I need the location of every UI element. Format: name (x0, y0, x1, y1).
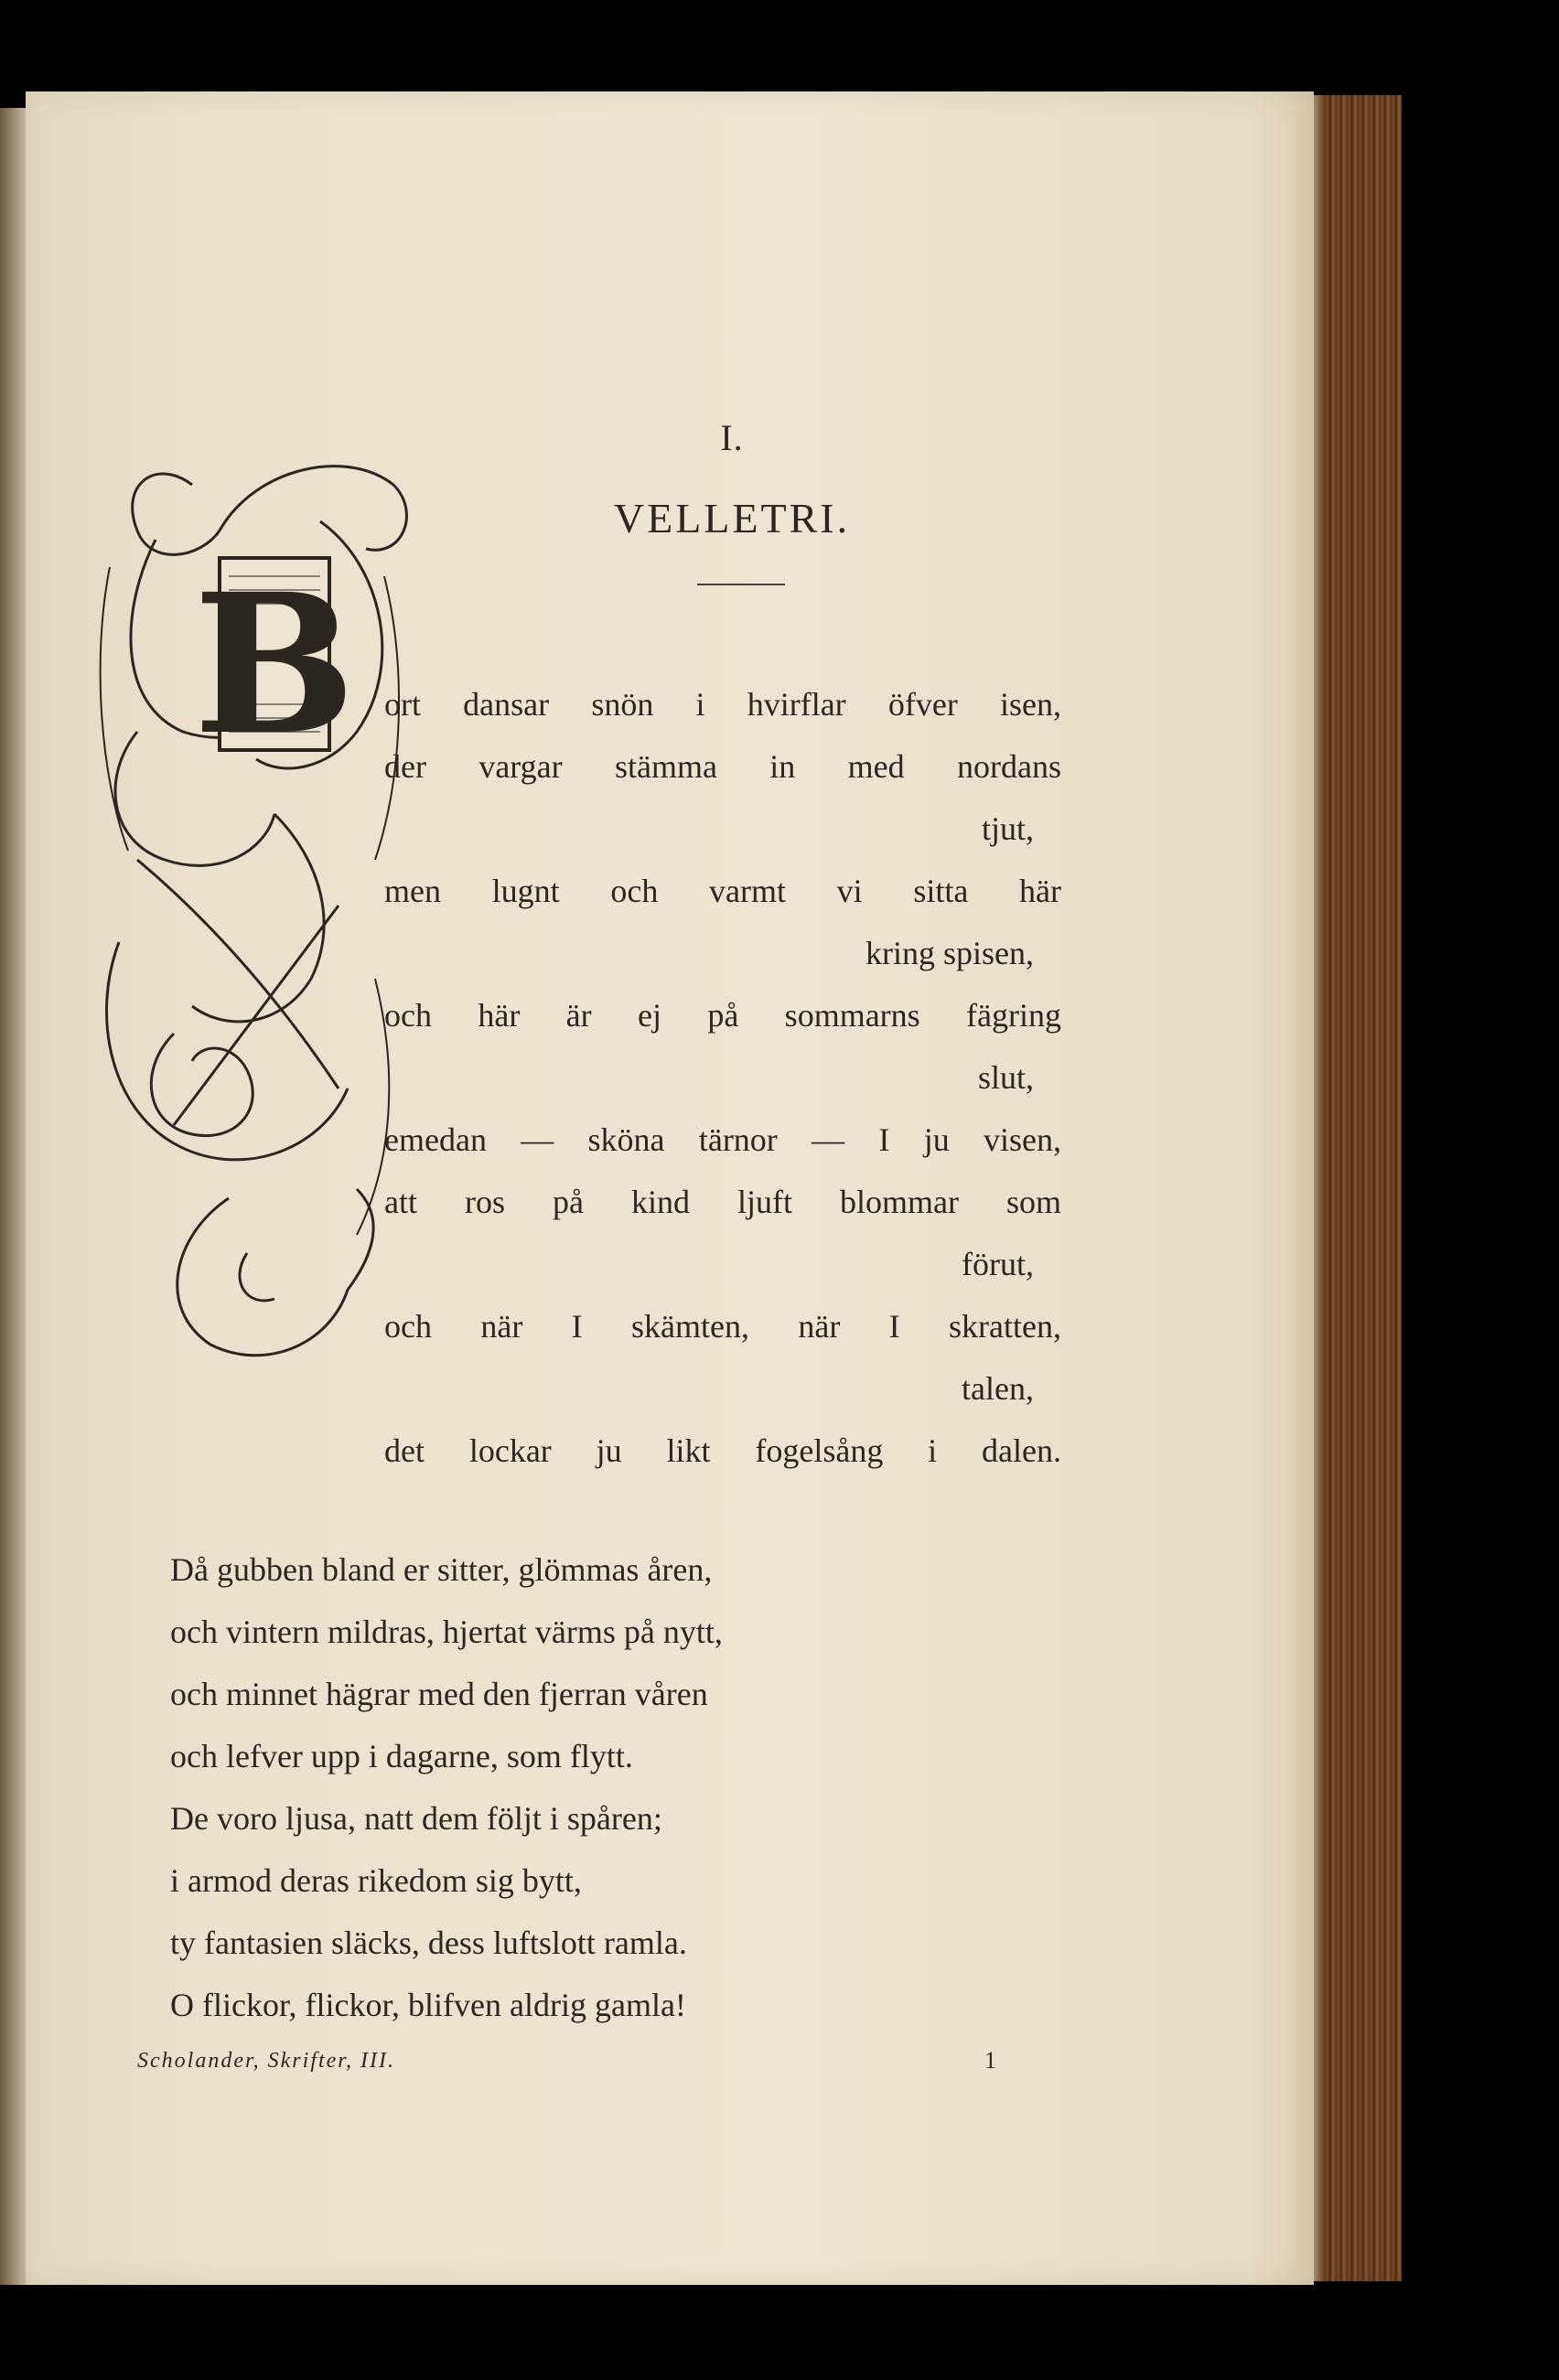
verse-line: emedan — sköna tärnor — I ju visen, (384, 1121, 1061, 1158)
verse-line: men lugnt och varmt vi sitta här (384, 873, 1061, 909)
chapter-title: VELLETRI. (613, 495, 851, 541)
verse-line: O flickor, flickor, blifven aldrig gamla! (170, 1987, 686, 2023)
verse-line: och minnet hägrar med den fjerran våren (170, 1676, 708, 1712)
title-divider (697, 584, 785, 585)
verse-line-wrap: tjut, (981, 810, 1034, 847)
verse-line-wrap: kring spisen, (866, 935, 1034, 971)
verse-line: De voro ljusa, natt dem följt i spåren; (170, 1800, 662, 1837)
ornamental-drop-cap (82, 430, 421, 1381)
verse-line: Då gubben bland er sitter, glömmas åren, (170, 1551, 713, 1588)
stanza-1 (384, 673, 1061, 1482)
footer-signature: Scholander, Skrifter, III. (137, 2049, 395, 2073)
verse-line-wrap: slut, (977, 1059, 1034, 1096)
stanza-2 (170, 1538, 975, 2036)
verse-line-wrap: förut, (962, 1246, 1034, 1282)
verse-line: och här är ej på sommarns fägring (384, 997, 1061, 1034)
verse-line-wrap: talen, (962, 1370, 1034, 1407)
verse-line: ty fantasien släcks, dess luftslott ramla. (170, 1924, 687, 1961)
chapter-number: I. (720, 417, 744, 458)
verse-line: och lefver upp i dagarne, som flytt. (170, 1738, 633, 1774)
verse-line: och när I skämten, när I skratten, (384, 1308, 1061, 1345)
verse-line: der vargar stämma in med nordans (384, 748, 1061, 785)
drop-cap-letter: B (193, 552, 356, 777)
verse-line: ort dansar snön i hvirflar öfver isen, (384, 686, 1061, 723)
page-folio: 1 (984, 2047, 996, 2074)
verse-line: att ros på kind ljuft blommar som (384, 1184, 1061, 1220)
verse-line: och vintern mildras, hjertat värms på nytt, (170, 1613, 723, 1650)
verse-line: det lockar ju likt fogelsång i dalen. (384, 1432, 1061, 1469)
verse-line: i armod deras rikedom sig bytt, (170, 1862, 582, 1899)
